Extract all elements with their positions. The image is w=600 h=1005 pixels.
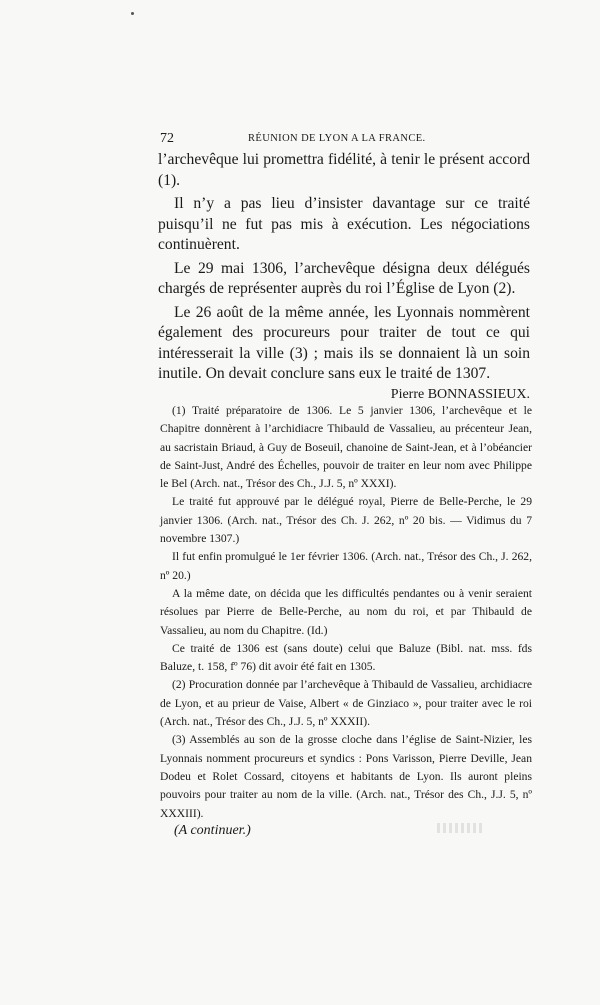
- page-header: [160, 131, 532, 149]
- footnote-3: (3) Assemblés au son de la grosse cloche dans l’église de Saint-Nizier, les Lyonnais nomment procureurs et syndics : Pons Varisson, Pierre Deville, Jean Dodeu et Rolet Cossard, citoyens et habitants de Lyon. Ils auront pleins pouvoirs pour traiter au nom de la ville. (Arch. nat., Trésor des Ch., J.J. 5, nº XXXIII).: [160, 733, 532, 820]
- ink-smudge: [437, 823, 483, 833]
- footnote-text: Il fut enfin promulgué le 1er février 1306. (Arch. nat., Trésor des Ch., J. 262, nº 20.): [160, 550, 532, 582]
- paragraph: Le 26 août de la même année, les Lyonnais nommèrent également des procureurs pour traiter de tout ce qui intéresserait la ville (3) ; mais ils se donnaient là un soin inutile. On devait conclure sans eux le traité de 1307.: [158, 303, 530, 382]
- page-number: 72: [160, 131, 174, 146]
- paragraph-continuation: l’archevêque lui promettra fidélité, à tenir le présent accord (1).: [158, 151, 530, 189]
- paragraph: Le 29 mai 1306, l’archevêque désigna deux délégués chargés de représenter auprès du roi l’Église de Lyon (2).: [158, 259, 530, 297]
- running-title: RÉUNION DE LYON A LA FRANCE.: [248, 133, 426, 144]
- footnote-text: Le traité fut approuvé par le délégué royal, Pierre de Belle-Perche, le 29 janvier 1306. (Arch. nat., Trésor des Ch. J. 262, nº 20 bis. — Vidimus du 7 novembre 1307.): [160, 495, 532, 546]
- main-text: [158, 150, 530, 405]
- author-signature: Pierre BONNASSIEUX.: [390, 386, 530, 402]
- footnote-text: Ce traité de 1306 est (sans doute) celui que Baluze (Bibl. nat. mss. fds Baluze, t. 158, fº 76) dit avoir été fait en 1305.: [160, 641, 532, 674]
- footnote-1: (1) Traité préparatoire de 1306. Le 5 janvier 1306, l’archevêque et le Chapitre donnèrent à l’archidiacre Thibauld de Vassalieu, au précenteur Jean, au sacristain Briaud, à Guy de Boseuil, chanoine de Saint-Jean, et à l’obéancier de Saint-Just, André des Échelles, pouvoir de traiter en leur nom avec Philippe le Bel (Arch. nat., Trésor des Ch., J.J. 5, nº XXXI).: [160, 404, 532, 491]
- paragraph: Il n’y a pas lieu d’insister davantage sur ce traité puisqu’il ne fut pas mis à exécution. Les négociations continuèrent.: [158, 195, 530, 253]
- ink-speck: [131, 12, 134, 15]
- footnote-text: A la même date, on décida que les difficultés pendantes ou à venir seraient résolues par Pierre de Belle-Perche, au nom du roi, et par Thibauld de Vassalieu, au nom du Chapitre. (Id.): [160, 586, 532, 637]
- footnotes: [160, 402, 532, 823]
- continuation-note: (A continuer.): [174, 823, 251, 838]
- footnote-2: (2) Procuration donnée par l’archevêque à Thibauld de Vassalieu, archidiacre de Lyon, et au prieur de Vaise, Albert « de Ginziaco », pour traiter avec le roi (Arch. nat., Trésor des Ch., J.J. 5, nº XXXII).: [160, 678, 532, 729]
